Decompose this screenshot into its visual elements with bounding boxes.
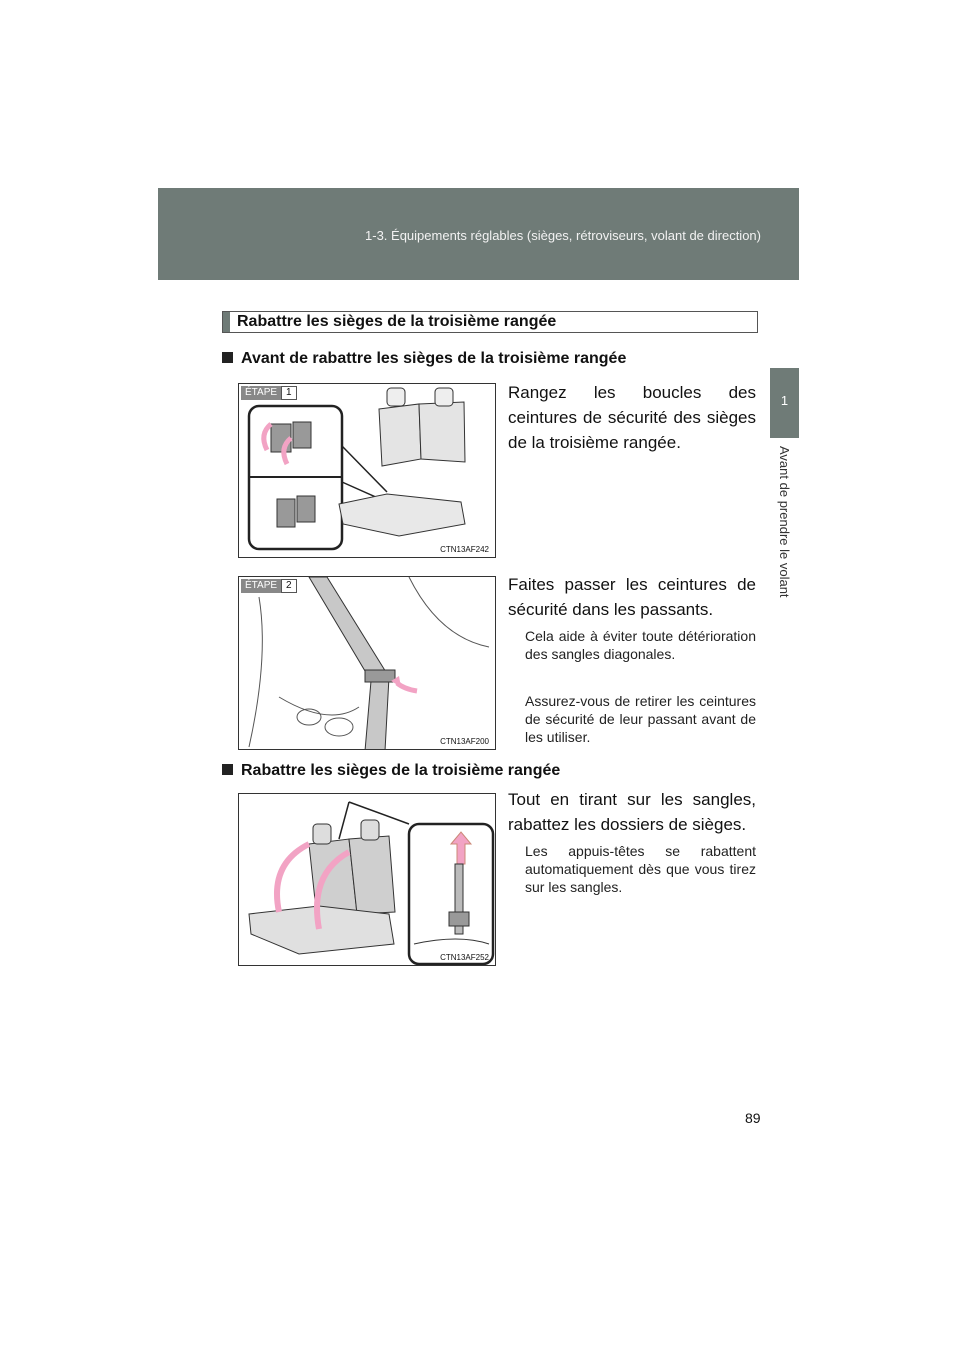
fold-text: Tout en tirant sur les sangles, rabattez les dossiers de sièges. [508, 790, 756, 834]
subsection-heading [222, 350, 626, 368]
chapter-tab-label: Avant de prendre le volant [777, 446, 792, 598]
chapter-header-bar [158, 188, 799, 280]
square-bullet-icon [222, 764, 233, 775]
fold-seats-illustration [239, 794, 496, 966]
step1-figure [238, 383, 496, 558]
step2-note: Cela aide à éviter toute détérioration des sangles diagonales. [525, 628, 756, 662]
square-bullet-icon [222, 352, 233, 363]
step-badge [241, 579, 297, 593]
figure-code: CTN13AF242 [440, 545, 489, 554]
subsection-heading [222, 762, 560, 780]
step2-figure [238, 576, 496, 750]
fold-note: Les appuis-têtes se rabattent automatiquement dès que vous tirez sur les sangles. [525, 843, 756, 895]
page-number: 89 [745, 1110, 761, 1126]
figure-code: CTN13AF200 [440, 737, 489, 746]
chapter-tab-number: 1 [780, 393, 789, 408]
subsection-heading-text: Rabattre les sièges de la troisième rangée [241, 762, 561, 779]
step-badge-label: ÉTAPE [241, 386, 281, 400]
chapter-breadcrumb: 1-3. Équipements réglables (sièges, rétroviseurs, volant de direction) [365, 228, 761, 243]
step-badge-label: ÉTAPE [241, 579, 281, 593]
step1-text: Rangez les boucles des ceintures de sécurité des sièges de la troisième rangée. [508, 383, 756, 452]
subsection-heading-text: Avant de rabattre les sièges de la troisième rangée [241, 350, 627, 367]
fold-figure [238, 793, 496, 966]
step-badge-number: 2 [281, 579, 297, 593]
step-badge-number: 1 [281, 386, 297, 400]
section-title: Rabattre les sièges de la troisième rangée [222, 311, 758, 333]
step2-note: Assurez-vous de retirer les ceintures de sécurité de leur passant avant de les utiliser. [525, 693, 756, 745]
figure-code: CTN13AF252 [440, 953, 489, 962]
step2-text: Faites passer les ceintures de sécurité dans les passants. [508, 575, 756, 619]
seat-buckle-illustration [239, 384, 496, 558]
seatbelt-guide-illustration [239, 577, 496, 750]
step-badge [241, 386, 297, 400]
